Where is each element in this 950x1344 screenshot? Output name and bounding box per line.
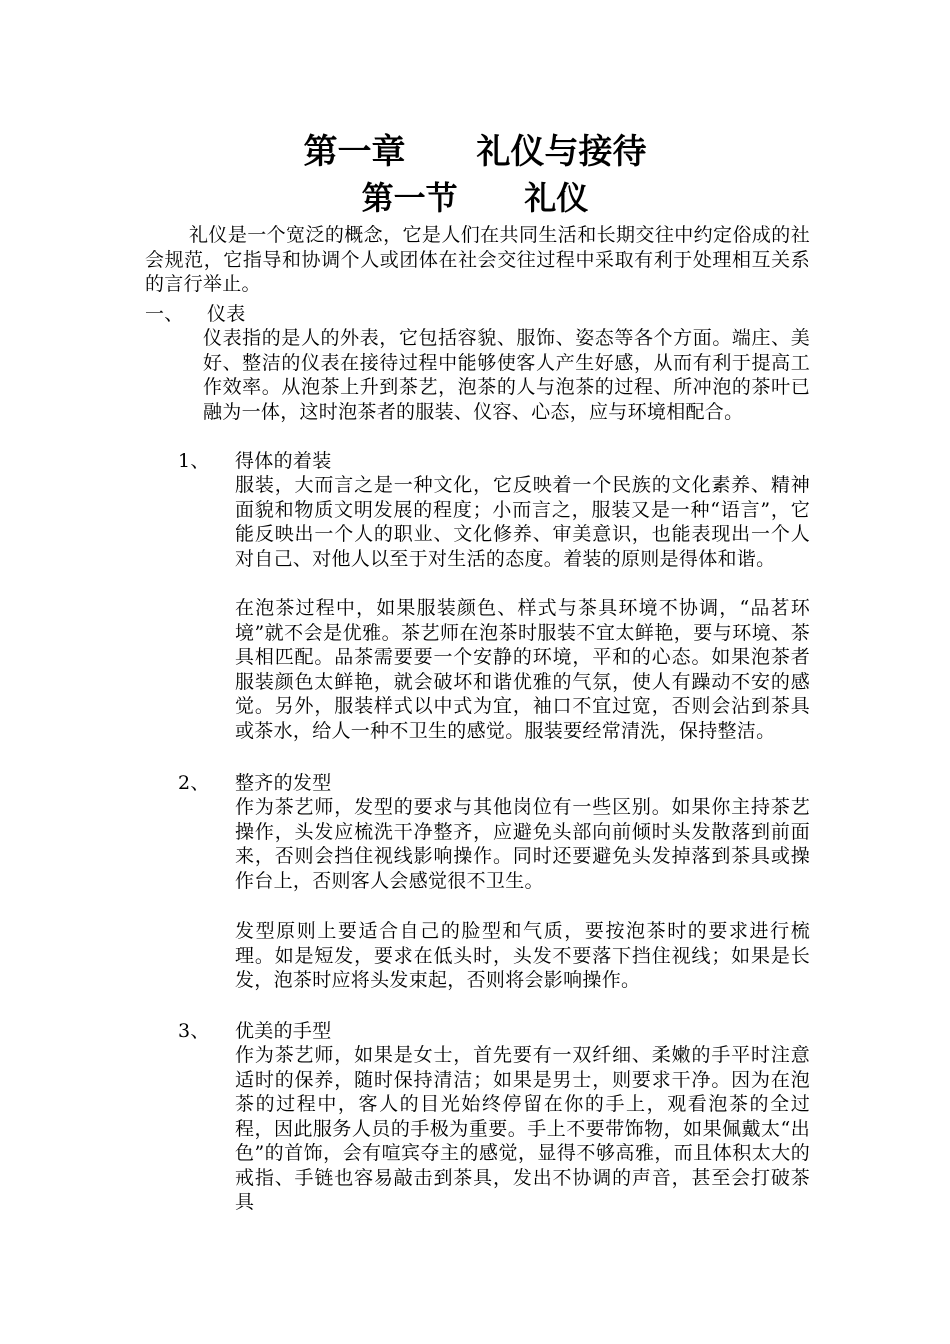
item-paragraph: 作为茶艺师，如果是女士，首先要有一双纤细、柔嫩的手平时注意适时的保养，随时保持清洁；如果是男士，则要求干净。因为在泡茶的过程中，客人的目光始终停留在你的手上，观看泡茶的全过程，因此服务人员的手极为重要。手上不要带饰物，如果佩戴太“出色”的首饰，会有喧宾夺主的感觉，显得不够高雅，而且体积太大的戒指、手链也容易敲击到茶具，发出不协调的声音，甚至会打破茶具	[235, 1044, 810, 1213]
item-paragraph: 发型原则上要适合自己的脸型和气质，要按泡茶时的要求进行梳理。如是短发，要求在低头时，头发不要落下挡住视线；如果是长发，泡茶时应将头发束起，否则将会影响操作。	[235, 920, 810, 991]
item-paragraph: 在泡茶过程中，如果服装颜色、样式与茶具环境不协调，“品茗环境”就不会是优雅。茶艺师在泡茶时服装不宜太鲜艳，要与环境、茶具相匹配。品茶需要要一个安静的环境，平和的心态。如果泡茶者服装颜色太鲜艳，就会破坏和谐优雅的气氛，使人有躁动不安的感觉。另外，服装样式以中式为宜，袖口不宜过宽，否则会沾到茶具或茶水，给人一种不卫生的感觉。服装要经常清洗，保持整洁。	[235, 597, 810, 742]
item-number: 1、	[178, 450, 210, 472]
section-title: 第一节 礼仪	[361, 179, 589, 217]
item-number: 2、	[178, 772, 210, 794]
item-label: 得体的着装	[235, 450, 332, 472]
intro-paragraph: 礼仪是一个宽泛的概念，它是人们在共同生活和长期交往中约定俗成的社会规范，它指导和协调个人或团体在社会交往过程中采取有利于处理相互关系的言行举止。	[145, 224, 810, 295]
part-one-paragraph: 仪表指的是人的外表，它包括容貌、服饰、姿态等各个方面。端庄、美好、整洁的仪表在接待过程中能够使客人产生好感，从而有利于提高工作效率。从泡茶上升到茶艺，泡茶的人与泡茶的过程、所冲泡的茶叶已融为一体，这时泡茶者的服装、仪容、心态，应与环境相配合。	[203, 327, 810, 423]
item-paragraph: 服装，大而言之是一种文化，它反映着一个民族的文化素养、精神面貌和物质文明发展的程度；小而言之，服装又是一种“语言”，它能反映出一个人的职业、文化修养、审美意识，也能表现出一个人对自己、对他人以至于对生活的态度。着装的原则是得体和谐。	[235, 474, 810, 570]
item-label: 优美的手型	[235, 1020, 332, 1042]
item-label: 整齐的发型	[235, 772, 332, 794]
item-paragraph: 作为茶艺师，发型的要求与其他岗位有一些区别。如果你主持茶艺操作，头发应梳洗干净整齐，应避免头部向前倾时头发散落到前面来，否则会挡住视线影响操作。同时还要避免头发掉落到茶具或操作台上，否则客人会感觉很不卫生。	[235, 796, 810, 892]
item-number: 3、	[178, 1020, 210, 1042]
part-one-number: 一、	[145, 303, 184, 325]
part-one-label: 仪表	[207, 303, 246, 325]
chapter-title: 第一章 礼仪与接待	[303, 132, 647, 172]
